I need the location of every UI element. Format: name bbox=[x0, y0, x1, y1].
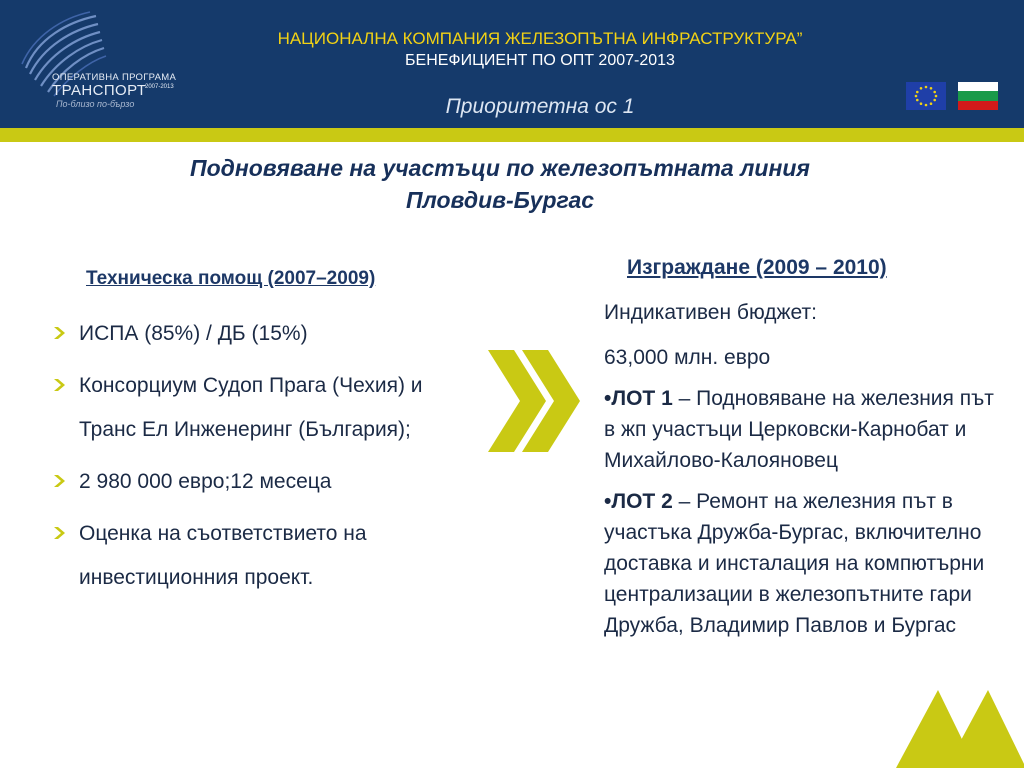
list-item: Консорциум Судоп Прага (Чехия) и Транс Ел Инженеринг (България); bbox=[52, 364, 462, 452]
chevron-right-icon bbox=[52, 474, 70, 488]
technical-assistance-heading: Техническа помощ (2007–2009) bbox=[86, 268, 376, 289]
logo-tagline: По-близо по-бързо bbox=[56, 99, 135, 109]
corner-decoration-icon bbox=[876, 650, 1024, 768]
budget-value: 63,000 млн. евро bbox=[604, 346, 771, 369]
lot1-label: •ЛОТ 1 bbox=[604, 387, 673, 410]
page-title-line2: Пловдив-Бургас bbox=[405, 187, 595, 213]
chevron-right-icon bbox=[52, 378, 70, 392]
eu-flag-icon bbox=[906, 82, 946, 110]
chevron-right-icon bbox=[52, 526, 70, 540]
page-title bbox=[60, 152, 940, 216]
header-subtitle: БЕНЕФИЦИЕНТ ПО ОПТ 2007-2013 bbox=[405, 52, 675, 69]
header-title: НАЦИОНАЛНА КОМПАНИЯ ЖЕЛЕЗОПЪТНА ИНФРАСТРУКТУРА” bbox=[277, 29, 803, 48]
header-accent-stripe bbox=[0, 128, 1024, 142]
budget-label: Индикативен бюджет: bbox=[604, 301, 817, 324]
technical-assistance-list bbox=[52, 312, 462, 608]
lot2-paragraph bbox=[604, 486, 994, 641]
list-item: 2 980 000 евро;12 месеца bbox=[52, 460, 462, 504]
lot1-text: – Подновяване на железния път в жп участъци Церковски-Карнобат и Михайлово-Калояновец bbox=[604, 387, 994, 472]
logo-program-label: ОПЕРАТИВНА ПРОГРАМА bbox=[52, 72, 177, 83]
construction-heading: Изграждане (2009 – 2010) bbox=[627, 256, 887, 279]
lot2-label: •ЛОТ 2 bbox=[604, 490, 673, 513]
lot1-paragraph bbox=[604, 383, 994, 476]
list-item: Оценка на съответствието на инвестиционния проект. bbox=[52, 512, 462, 600]
logo-program-name: ТРАНСПОРТ bbox=[52, 82, 147, 99]
logo-years: 2007-2013 bbox=[145, 84, 174, 90]
list-item: ИСПА (85%) / ДБ (15%) bbox=[52, 312, 462, 356]
bulgaria-flag-icon bbox=[958, 82, 998, 110]
chevron-right-icon bbox=[52, 326, 70, 340]
page-title-line1: Подновяване на участъци по железопътната линия bbox=[190, 155, 810, 181]
double-chevron-arrow-icon bbox=[484, 348, 584, 454]
construction-details bbox=[604, 297, 994, 641]
lot2-text: – Ремонт на железния път в участъка Дружба-Бургас, включително доставка и инсталация на компютърни централизации в железопътните гари Дружба, Владимир Павлов и Бургас bbox=[604, 490, 985, 637]
priority-axis-label: Приоритетна ос 1 bbox=[445, 95, 635, 118]
